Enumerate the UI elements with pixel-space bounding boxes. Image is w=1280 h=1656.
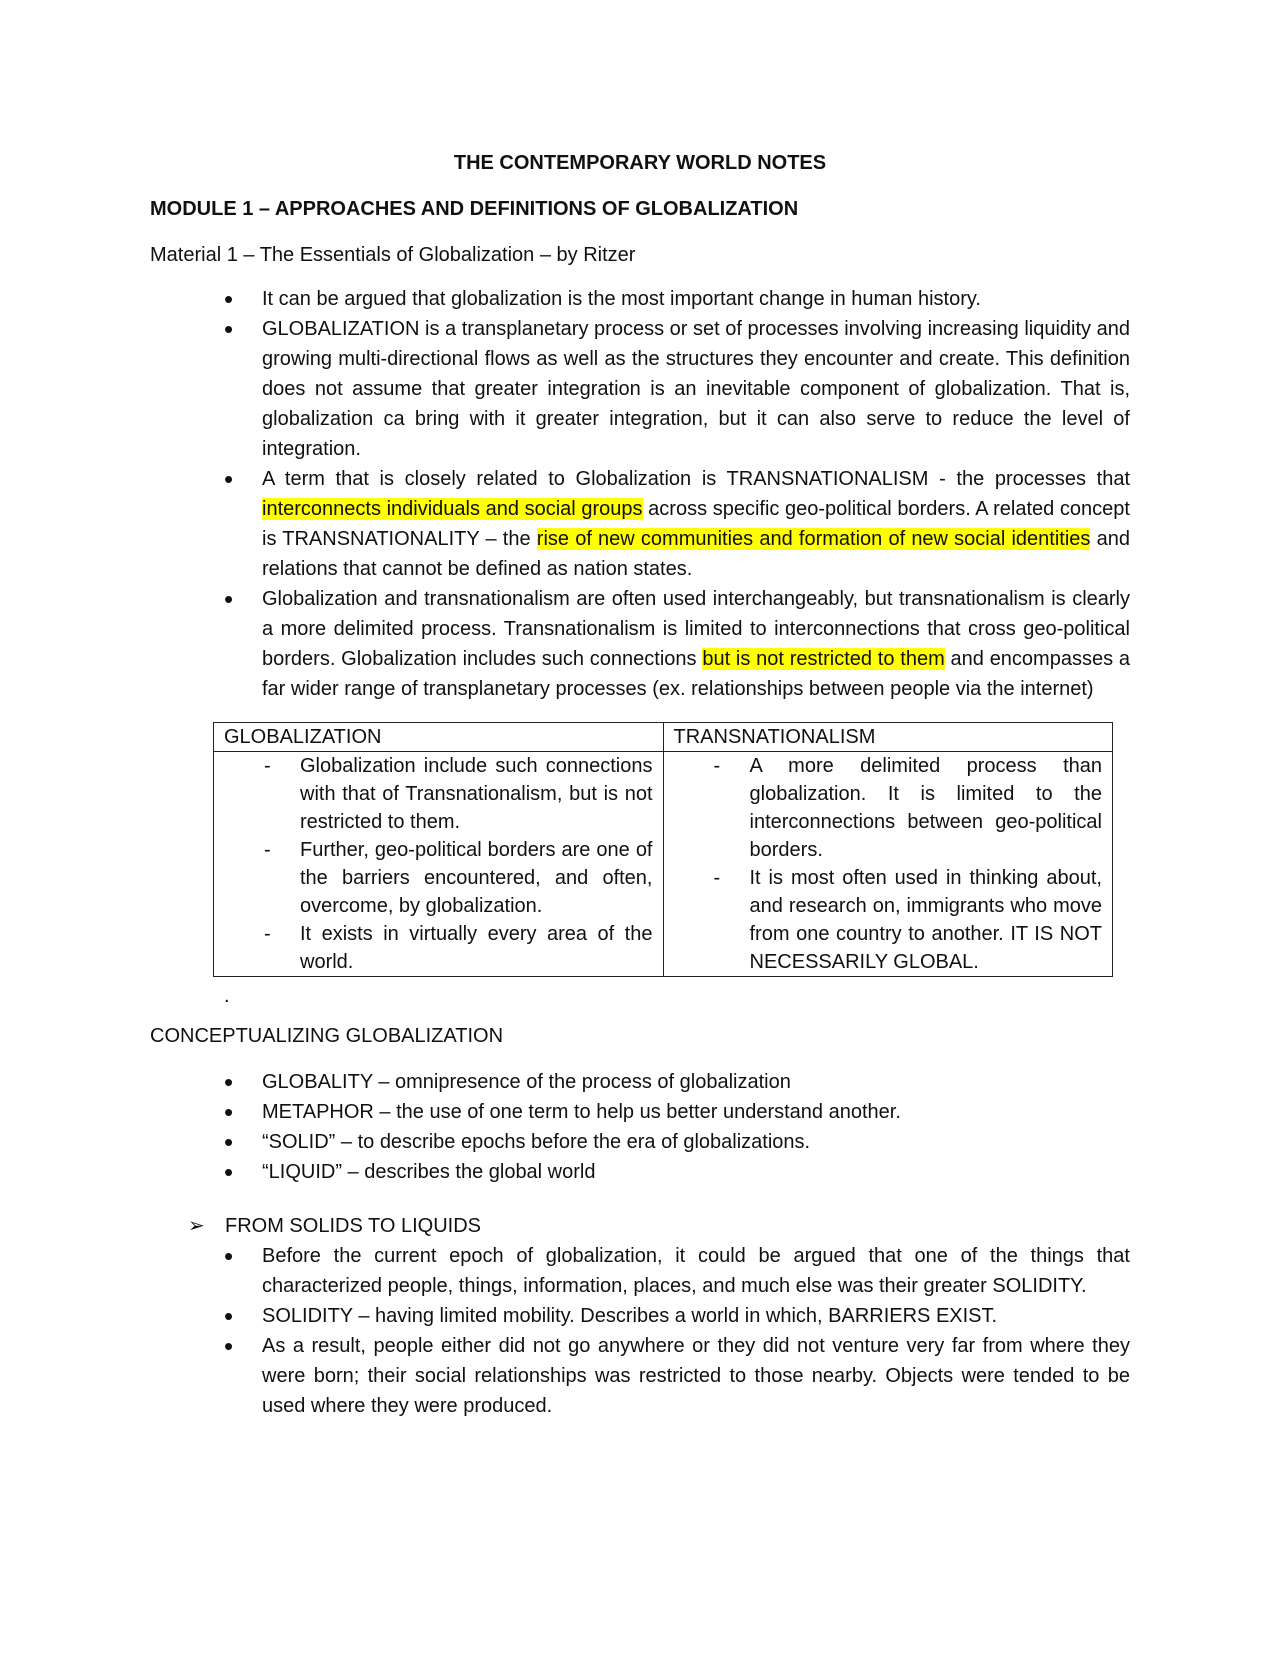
- list-item: - Globalization include such connections with that of Transnationalism, but is not restricted to them.: [214, 752, 653, 836]
- bullet-text: Globalization and transnationalism are often used interchangeably, but transnationalism is clearly a more delimited process. Transnationalism is limited to interconnections that cross geo-political borders. Globalization includes such connections: [262, 588, 1130, 670]
- list-item: - It exists in virtually every area of the world.: [214, 920, 653, 976]
- list-item: • As a result, people either did not go anywhere or they did not venture very far from where they were born; their social relationships was restricted to those nearby. Objects were tended to be used where they were produced.: [150, 1331, 1130, 1421]
- column-header-globalization: GLOBALIZATION: [214, 723, 664, 752]
- list-item: • “LIQUID” – describes the global world: [150, 1157, 1130, 1187]
- solids-to-liquids-list: [150, 1241, 1130, 1421]
- list-item: • SOLIDITY – having limited mobility. Describes a world in which, BARRIERS EXIST.: [150, 1301, 1130, 1331]
- list-item: [150, 284, 1130, 314]
- list-item: - Further, geo-political borders are one of the barriers encountered, and often, overcome, by globalization.: [214, 836, 653, 920]
- globalization-cell: [214, 752, 664, 977]
- highlighted-text: rise of new communities and formation of new social identities: [536, 528, 1091, 550]
- list-item: - A more delimited process than globalization. It is limited to the interconnections between geo-political borders.: [664, 752, 1103, 864]
- section-heading: FROM SOLIDS TO LIQUIDS: [225, 1215, 481, 1237]
- bullet-text: and encompasses a far wider range of transplanetary processes (ex. relationships between people via the internet): [262, 648, 1131, 700]
- table-header-row: [214, 723, 1113, 752]
- table-row: [214, 752, 1113, 977]
- column-header-transnationalism: TRANSNATIONALISM: [663, 723, 1113, 752]
- arrow-bullet-icon: ➢: [188, 1215, 205, 1237]
- stray-period: .: [224, 985, 230, 1007]
- highlighted-text: interconnects individuals and social groups: [262, 498, 643, 520]
- transnationalism-cell: [663, 752, 1113, 977]
- list-item: [150, 464, 1130, 584]
- list-item: • GLOBALITY – omnipresence of the process of globalization: [150, 1067, 1130, 1097]
- transnationalism-points: [664, 752, 1103, 976]
- solids-to-liquids-heading: [150, 1211, 1130, 1241]
- list-item: [150, 584, 1130, 704]
- intro-bullet-list: [150, 284, 1130, 704]
- list-item: - It is most often used in thinking about, and research on, immigrants who move from one country to another. IT IS NOT NECESSARILY GLOBAL.: [664, 864, 1103, 976]
- module-heading: MODULE 1 – APPROACHES AND DEFINITIONS OF GLOBALIZATION: [150, 198, 799, 220]
- material-heading: Material 1 – The Essentials of Globalization – by Ritzer: [150, 244, 636, 266]
- list-item: • “SOLID” – to describe epochs before the era of globalizations.: [150, 1127, 1130, 1157]
- bullet-text: A term that is closely related to Globalization is TRANSNATIONALISM - the processes that: [262, 468, 1130, 490]
- bullet-text: across specific geo-political borders. A related concept is TRANSNATIONALITY – the: [262, 498, 1130, 550]
- document-body: [150, 148, 1130, 1421]
- list-item: [150, 314, 1130, 464]
- doc-title: THE CONTEMPORARY WORLD NOTES: [453, 152, 827, 174]
- highlighted-text: but is not restricted to them: [702, 648, 945, 670]
- bullet-text: It can be argued that globalization is the most important change in human history.: [262, 288, 981, 310]
- bullet-text: and relations that cannot be defined as nation states.: [262, 528, 1130, 580]
- bullet-text: GLOBALIZATION is a transplanetary process or set of processes involving increasing liquidity and growing multi-directional flows as well as the structures they encounter and create. This definition does not assume that greater integration is an inevitable component of globalization. That is, globalization ca bring with it greater integration, but it can also serve to reduce the level of integration.: [262, 318, 1130, 460]
- list-item: • METAPHOR – the use of one term to help us better understand another.: [150, 1097, 1130, 1127]
- globalization-points: [214, 752, 653, 976]
- comparison-table: [213, 722, 1113, 977]
- list-item: • Before the current epoch of globalization, it could be argued that one of the things that characterized people, things, information, places, and much else was their greater SOLIDITY.: [150, 1241, 1130, 1301]
- conceptualizing-list: [150, 1067, 1130, 1187]
- conceptualizing-heading: CONCEPTUALIZING GLOBALIZATION: [150, 1025, 504, 1047]
